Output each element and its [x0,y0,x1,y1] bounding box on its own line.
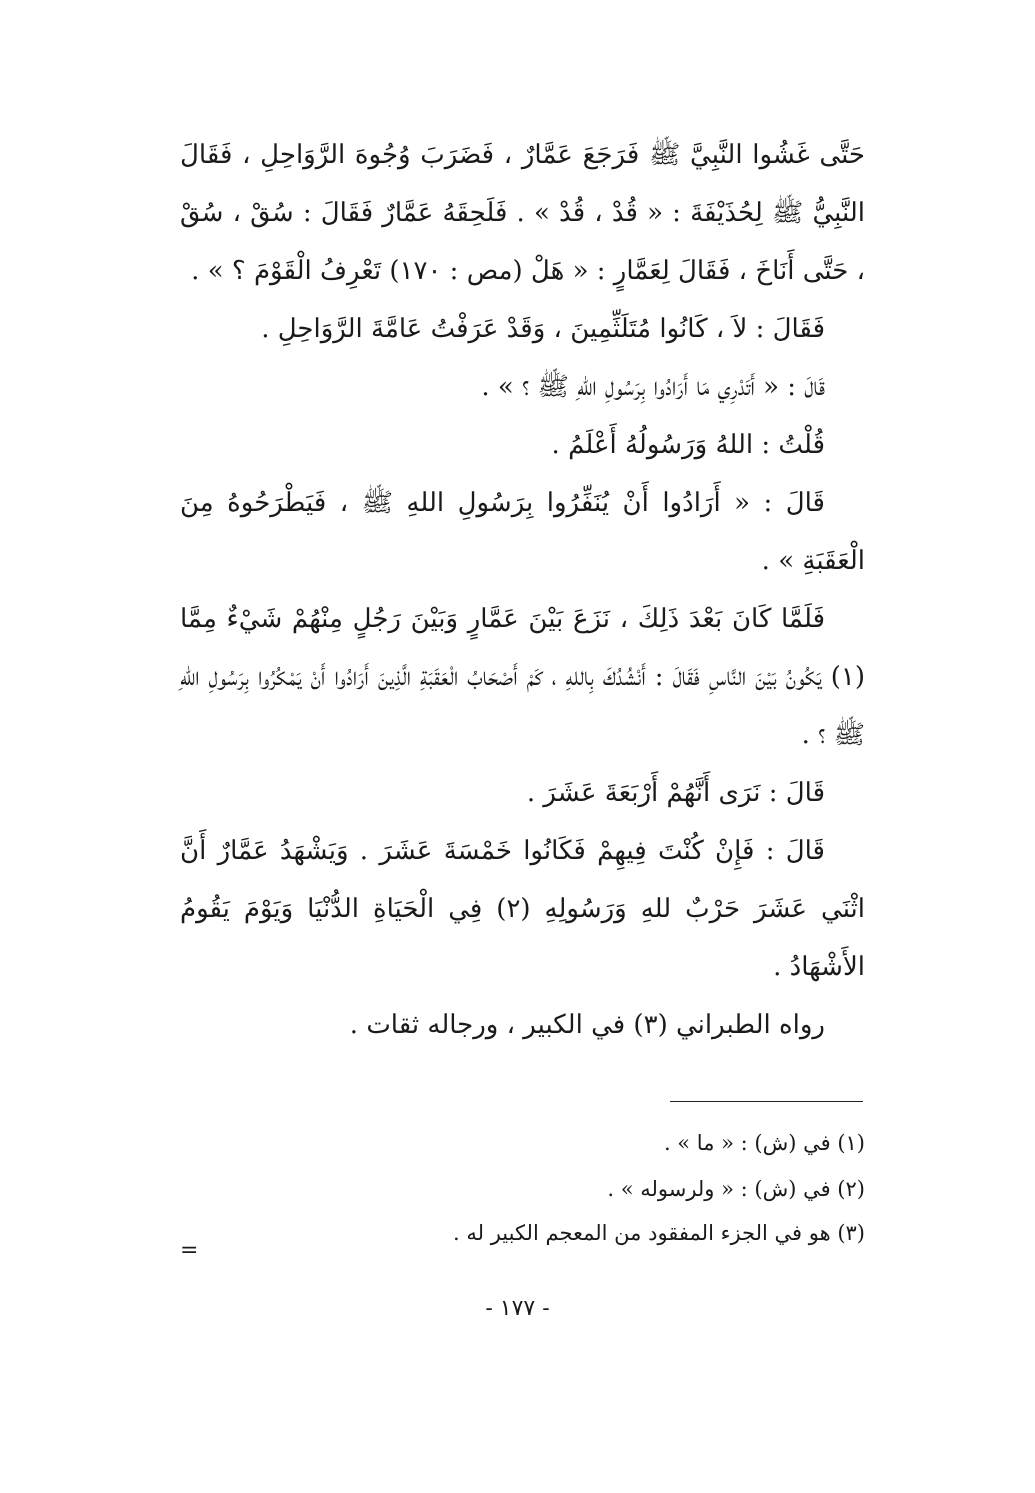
paragraph-7: قَالَ : نَرَى أَنَّهُمْ أَرْبَعَةَ عَشَرَ . [526,778,825,808]
paragraph-8: قَالَ : فَإِنْ كُنْتَ فِيهِمْ فَكَانُوا خَمْسَةَ عَشَرَ . وَيَشْهَدُ عَمَّارٌ أَنَّ اثْنَي عَشَرَ حَرْبٌ للهِ وَرَسُولِهِ (٢) فِي الْحَيَاةِ الدُّنْيَا وَيَوْمَ يَقُومُ الأَشْهَادُ . [180,836,865,982]
footnote-3: (٣) هو في الجزء المفقود من المعجم الكبير له . [453,1221,865,1245]
paragraph-5: قَالَ : « أَرَادُوا أَنْ يُنَفِّرُوا بِرَسُولِ اللهِ ﷺ ، فَيَطْرَحُوهُ مِنَ الْعَقَبَةِ » . [180,488,865,576]
paragraph-1: حَتَّى غَشُوا النَّبِيَّ ﷺ فَرَجَعَ عَمَّارٌ ، فَضَرَبَ وُجُوهَ الرَّوَاحِلِ ، فَقَالَ النَّبِيُّ ﷺ لِحُذَيْفَةَ : « قُدْ ، قُدْ » . فَلَحِقَهُ عَمَّارٌ فَقَالَ : سُقْ ، سُقْ ، حَتَّى أَنَاخَ ، فَقَالَ لِعَمَّارٍ : « هَلْ (مص : ١٧٠) تَعْرِفُ الْقَوْمَ ؟ » . [180,140,865,286]
paragraph-3: قَالَ : « أَتَدْرِي مَا أَرَادُوا بِرَسُولِ اللهِ ﷺ ؟ » . [481,372,825,402]
paragraph-9: رواه الطبراني (٣) في الكبير ، ورجاله ثقات . [349,1010,825,1040]
footnote-1: (١) في (ش) : « ما » . [663,1131,865,1155]
continuation-mark: = [180,1238,199,1263]
paragraph-2: فَقَالَ : لاَ ، كَانُوا مُتَلَثِّمِينَ ، وَقَدْ عَرَفْتُ عَامَّةَ الرَّوَاحِلِ . [261,314,825,344]
footnote-2: (٢) في (ش) : « ولرسوله » . [607,1177,865,1201]
page-number: - ١٧٧ - [485,1296,550,1321]
footnote-separator [670,1101,863,1102]
main-text [180,126,865,1054]
paragraph-4: قُلْتُ : اللهُ وَرَسُولُهُ أَعْلَمُ . [551,430,825,460]
paragraph-6: فَلَمَّا كَانَ بَعْدَ ذَلِكَ ، نَزَعَ بَيْنَ عَمَّارٍ وَبَيْنَ رَجُلٍ مِنْهُمْ شَيْءٌ مِمَّا (١) يَكُونُ بَيْنَ النَّاسِ فَقَالَ : أَنْشُدُكَ بِاللهِ ، كَمْ أَصْحَابُ الْعَقَبَةِ الَّذِينَ أَرَادُوا أَنْ يَمْكُرُوا بِرَسُولِ اللهِ ﷺ ؟ . [180,604,865,750]
